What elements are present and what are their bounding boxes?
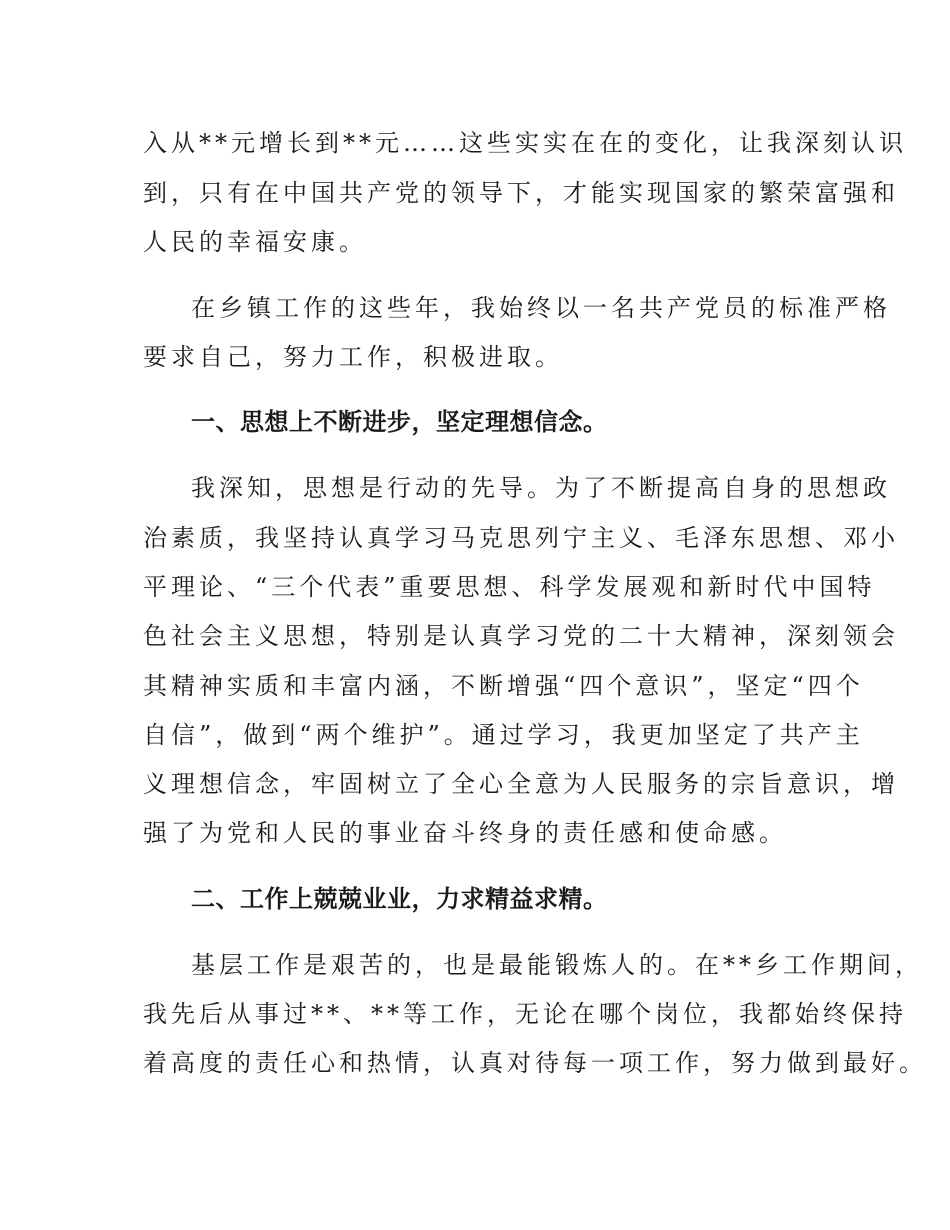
- body-text-line: 我深知，思想是行动的先导。为了不断提高自身的思想政: [191, 474, 891, 502]
- body-text-line: 要求自己，努力工作，积极进取。: [143, 343, 563, 371]
- body-text-line: 色社会主义思想，特别是认真学习党的二十大精神，深刻领会: [143, 622, 899, 650]
- body-text-line: 其精神实质和丰富内涵，不断增强“四个意识”，坚定“四个: [143, 672, 864, 700]
- body-text-line: 强了为党和人民的事业奋斗终身的责任感和使命感。: [143, 819, 787, 847]
- body-text-line: 义理想信念，牢固树立了全心全意为人民服务的宗旨意识，增: [143, 770, 899, 798]
- body-text-line: 人民的幸福安康。: [143, 228, 367, 256]
- body-text-line: 在乡镇工作的这些年，我始终以一名共产党员的标准严格: [191, 294, 891, 322]
- body-text-line: 着高度的责任心和热情，认真对待每一项工作，努力做到最好。: [143, 1049, 927, 1077]
- body-text-line: 自信”，做到“两个维护”。通过学习，我更加坚定了共产主: [143, 721, 864, 749]
- body-text-line: 我先后从事过**、**等工作，无论在哪个岗位，我都始终保持: [143, 1000, 907, 1028]
- body-text-line: 基层工作是艰苦的，也是最能锻炼人的。在**乡工作期间，: [191, 951, 923, 979]
- section-heading-2: 二、工作上兢兢业业，力求精益求精。: [191, 885, 608, 913]
- body-text-line: 平理论、“三个代表”重要思想、科学发展观和新时代中国特: [143, 573, 876, 601]
- body-text-line: 到，只有在中国共产党的领导下，才能实现国家的繁荣富强和: [143, 179, 899, 207]
- body-text-line: 入从**元增长到**元……这些实实在在的变化，让我深刻认识: [143, 129, 907, 157]
- body-text-line: 治素质，我坚持认真学习马克思列宁主义、毛泽东思想、邓小: [143, 524, 899, 552]
- section-heading-1: 一、思想上不断进步，坚定理想信念。: [191, 408, 608, 436]
